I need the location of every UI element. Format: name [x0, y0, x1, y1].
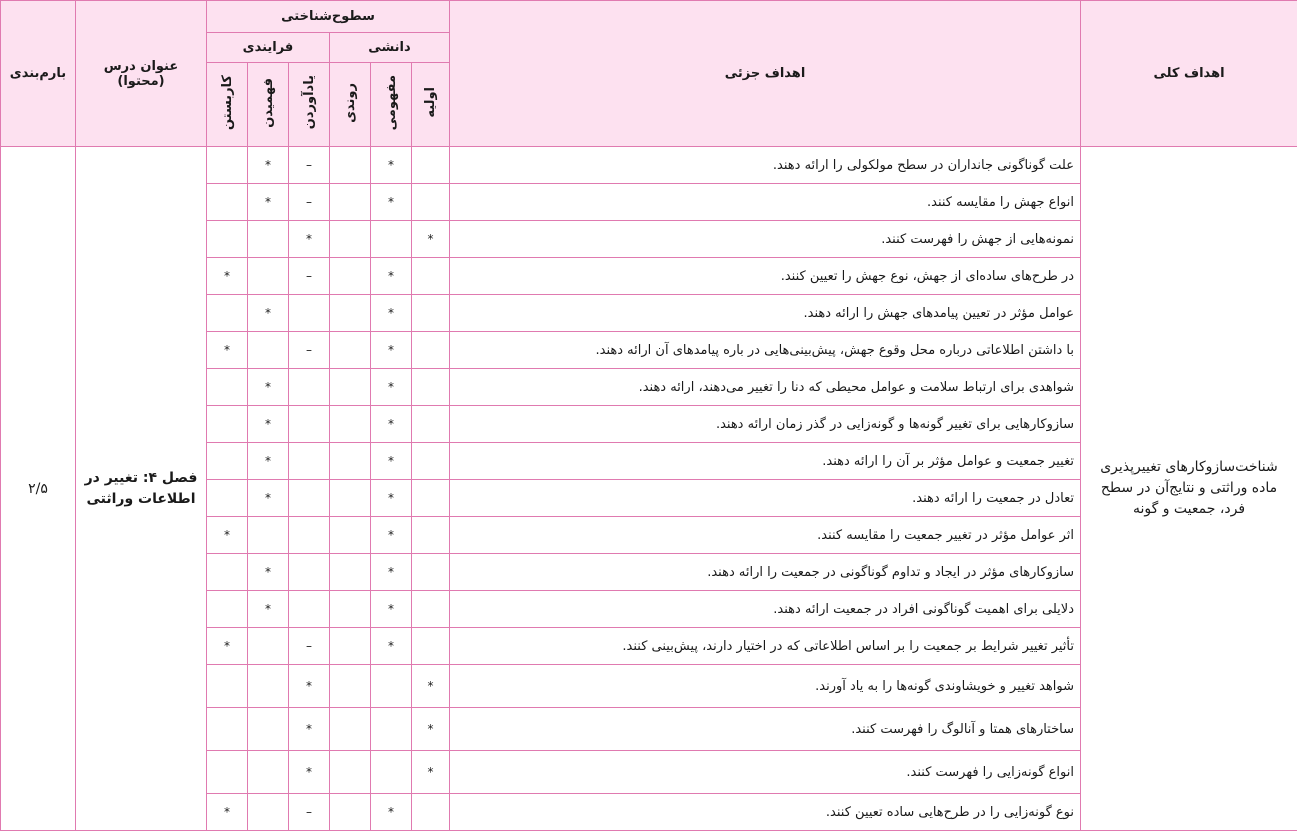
applying-header: کاربستن [207, 63, 248, 147]
applying-mark [207, 221, 248, 258]
general-goals-header: اهداف کلی [1081, 1, 1297, 147]
applying-mark: * [207, 628, 248, 665]
applying-mark [207, 184, 248, 221]
applying-mark [207, 369, 248, 406]
recall-mark [289, 443, 330, 480]
recall-mark: * [289, 751, 330, 794]
objective-cell: شواهدی برای ارتباط سلامت و عوامل محیطی که دنا را تغییر می‌دهند، ارائه دهند. [450, 369, 1081, 406]
understanding-mark: * [248, 184, 289, 221]
conceptual-mark [371, 665, 412, 708]
lesson-title-header [76, 1, 207, 147]
conceptual-mark [371, 221, 412, 258]
understanding-mark [248, 517, 289, 554]
basic-mark: * [412, 708, 450, 751]
procedural-mark [330, 369, 371, 406]
applying-mark: * [207, 794, 248, 831]
basic-header: اولیه [412, 63, 450, 147]
recall-mark: – [289, 184, 330, 221]
conceptual-mark: * [371, 628, 412, 665]
conceptual-mark: * [371, 554, 412, 591]
conceptual-mark: * [371, 406, 412, 443]
objective-cell: تعادل در جمعیت را ارائه دهند. [450, 480, 1081, 517]
lesson-title-line1: عنوان درس [82, 59, 200, 74]
conceptual-mark [371, 708, 412, 751]
applying-mark [207, 665, 248, 708]
basic-mark [412, 591, 450, 628]
conceptual-mark: * [371, 184, 412, 221]
recall-mark [289, 480, 330, 517]
applying-mark: * [207, 517, 248, 554]
objective-cell: نمونه‌هایی از جهش را فهرست کنند. [450, 221, 1081, 258]
applying-mark [207, 554, 248, 591]
recall-mark: – [289, 147, 330, 184]
understanding-mark: * [248, 369, 289, 406]
objective-cell: انواع جهش را مقایسه کنند. [450, 184, 1081, 221]
conceptual-mark: * [371, 517, 412, 554]
basic-mark [412, 406, 450, 443]
understanding-mark: * [248, 147, 289, 184]
basic-mark [412, 554, 450, 591]
conceptual-mark: * [371, 295, 412, 332]
conceptual-mark: * [371, 332, 412, 369]
objective-cell: با داشتن اطلاعاتی درباره محل وقوع جهش، پیش‌بینی‌هایی در باره پیامدهای آن ارائه دهند. [450, 332, 1081, 369]
basic-mark [412, 443, 450, 480]
applying-mark [207, 406, 248, 443]
score-cell: ۲/۵ [1, 147, 76, 831]
procedural-mark [330, 708, 371, 751]
understanding-mark [248, 628, 289, 665]
procedural-mark [330, 221, 371, 258]
procedural-mark [330, 147, 371, 184]
basic-mark [412, 184, 450, 221]
recall-mark: – [289, 332, 330, 369]
objectives-body [1, 147, 1297, 831]
procedural-mark [330, 517, 371, 554]
procedural-mark [330, 258, 371, 295]
applying-mark [207, 147, 248, 184]
understanding-mark: * [248, 295, 289, 332]
understanding-mark: * [248, 591, 289, 628]
applying-mark [207, 751, 248, 794]
recall-mark [289, 295, 330, 332]
procedural-mark [330, 751, 371, 794]
objective-cell: انواع گونه‌زایی را فهرست کنند. [450, 751, 1081, 794]
understanding-mark [248, 751, 289, 794]
understanding-mark [248, 258, 289, 295]
procedural-mark [330, 554, 371, 591]
conceptual-mark [371, 751, 412, 794]
objective-cell: ساختارهای همتا و آنالوگ را فهرست کنند. [450, 708, 1081, 751]
cognitive-levels-header: سطوح‌شناختی [207, 1, 450, 33]
objective-cell: تغییر جمعیت و عوامل مؤثر بر آن را ارائه دهند. [450, 443, 1081, 480]
recall-mark: – [289, 628, 330, 665]
recall-mark [289, 591, 330, 628]
conceptual-mark: * [371, 147, 412, 184]
understanding-mark [248, 708, 289, 751]
applying-mark: * [207, 332, 248, 369]
objective-cell: سازوکارهایی برای تغییر گونه‌ها و گونه‌زایی در گذر زمان ارائه دهند. [450, 406, 1081, 443]
lesson-content-cell: فصل ۴: تغییر در اطلاعات وراثتی [76, 147, 207, 831]
objective-cell: در طرح‌های ساده‌ای از جهش، نوع جهش را تعیین کنند. [450, 258, 1081, 295]
applying-mark [207, 295, 248, 332]
conceptual-mark: * [371, 443, 412, 480]
recall-mark [289, 554, 330, 591]
recall-mark: – [289, 794, 330, 831]
table-row [1, 147, 1297, 184]
conceptual-mark: * [371, 369, 412, 406]
recall-mark: – [289, 258, 330, 295]
objective-cell: تأثیر تغییر شرایط بر جمعیت را بر اساس اطلاعاتی که در اختیار دارند، پیش‌بینی کنند. [450, 628, 1081, 665]
procedural-mark [330, 443, 371, 480]
recall-mark [289, 369, 330, 406]
recall-mark [289, 406, 330, 443]
understanding-mark [248, 332, 289, 369]
objective-cell: دلایلی برای اهمیت گوناگونی افراد در جمعیت ارائه دهند. [450, 591, 1081, 628]
knowledge-header: دانشی [330, 33, 450, 63]
conceptual-mark: * [371, 480, 412, 517]
procedural-mark [330, 480, 371, 517]
procedural-mark [330, 591, 371, 628]
recall-header: یادآوردن [289, 63, 330, 147]
procedural-mark [330, 406, 371, 443]
basic-mark: * [412, 221, 450, 258]
lesson-title-line2: (محتوا) [82, 74, 200, 89]
general-goal-cell: شناخت‌سازوکارهای تغییرپذیری ماده وراثتی و نتایج‌آن در سطح فرد، جمعیت و گونه [1081, 147, 1297, 831]
understanding-mark: * [248, 554, 289, 591]
recall-mark [289, 517, 330, 554]
recall-mark: * [289, 665, 330, 708]
objective-cell: عوامل مؤثر در تعیین پیامدهای جهش را ارائه دهند. [450, 295, 1081, 332]
applying-mark [207, 480, 248, 517]
objective-cell: اثر عوامل مؤثر در تغییر جمعیت را مقایسه کنند. [450, 517, 1081, 554]
procedural-header: روندی [330, 63, 371, 147]
basic-mark [412, 258, 450, 295]
specific-goals-header: اهداف جزئی [450, 1, 1081, 147]
basic-mark [412, 295, 450, 332]
procedural-mark [330, 184, 371, 221]
procedural-mark [330, 332, 371, 369]
conceptual-mark: * [371, 794, 412, 831]
basic-mark [412, 369, 450, 406]
understanding-mark: * [248, 480, 289, 517]
applying-mark [207, 708, 248, 751]
basic-mark: * [412, 665, 450, 708]
conceptual-mark: * [371, 258, 412, 295]
conceptual-header: مفهومی [371, 63, 412, 147]
procedural-mark [330, 628, 371, 665]
recall-mark: * [289, 221, 330, 258]
procedural-mark [330, 665, 371, 708]
understanding-mark: * [248, 443, 289, 480]
objective-cell: نوع گونه‌زایی را در طرح‌هایی ساده تعیین کنند. [450, 794, 1081, 831]
understanding-mark [248, 665, 289, 708]
understanding-header: فهمیدن [248, 63, 289, 147]
conceptual-mark: * [371, 591, 412, 628]
objective-cell: شواهد تغییر و خویشاوندی گونه‌ها را به یاد آورند. [450, 665, 1081, 708]
basic-mark: * [412, 751, 450, 794]
applying-mark: * [207, 258, 248, 295]
applying-mark [207, 591, 248, 628]
understanding-mark [248, 221, 289, 258]
objective-cell: سازوکارهای مؤثر در ایجاد و تداوم گوناگونی در جمعیت را ارائه دهند. [450, 554, 1081, 591]
understanding-mark: * [248, 406, 289, 443]
basic-mark [412, 628, 450, 665]
objective-cell: علت گوناگونی جانداران در سطح مولکولی را ارائه دهند. [450, 147, 1081, 184]
basic-mark [412, 332, 450, 369]
recall-mark: * [289, 708, 330, 751]
score-header: بارم‌بندی [1, 1, 76, 147]
basic-mark [412, 480, 450, 517]
basic-mark [412, 147, 450, 184]
basic-mark [412, 517, 450, 554]
procedural-mark [330, 295, 371, 332]
applying-mark [207, 443, 248, 480]
process-header: فرایندی [207, 33, 330, 63]
